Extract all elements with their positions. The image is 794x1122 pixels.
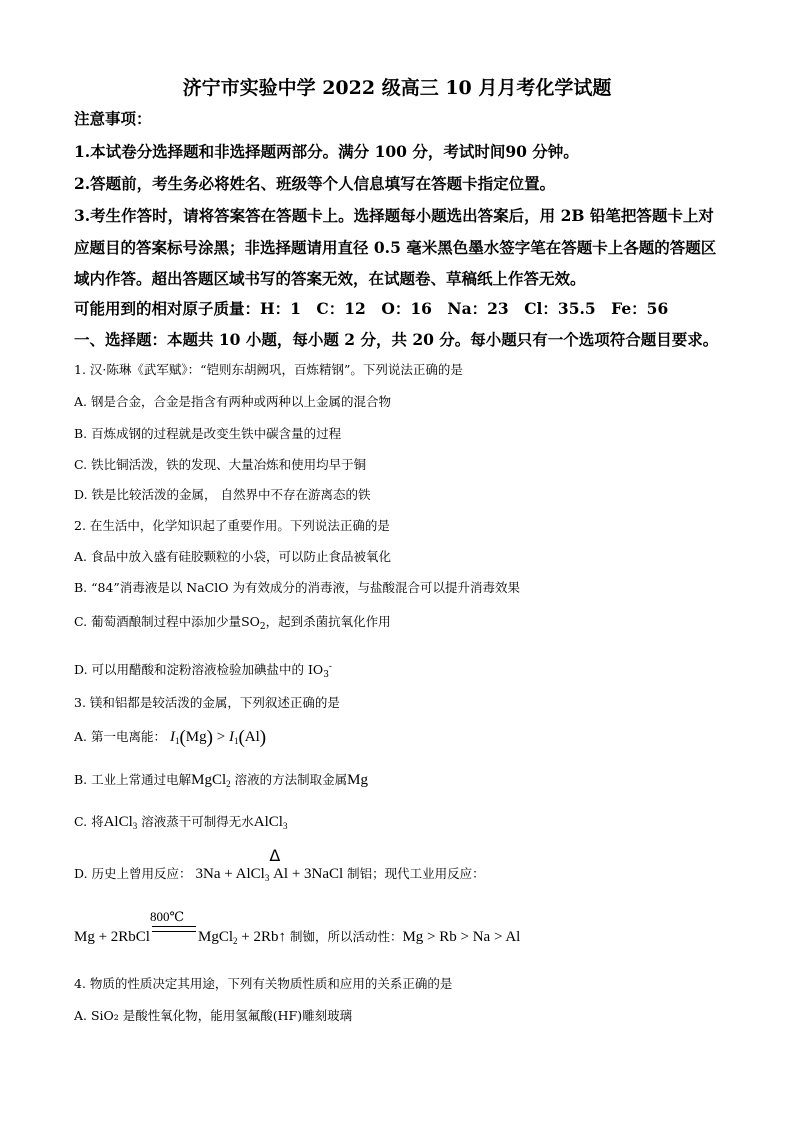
q2-stem: 2. 在生活中，化学知识起了重要作用。下列说法正确的是	[74, 518, 390, 533]
q3-option-b	[74, 770, 368, 789]
q1-option-d: D. 铁是比较活泼的金属， 自然界中不存在游离态的铁	[74, 487, 371, 502]
q4-stem: 4. 物质的性质决定其用途，下列有关物质性质和应用的关系正确的是	[74, 976, 453, 991]
q3-option-b-mg: Mg	[347, 772, 368, 788]
q2-option-d	[74, 660, 332, 680]
q3-option-b-text: B. 工业上常通过电解	[74, 772, 192, 787]
q3-option-a-formula: $I_1(Mg) > I_1(Al)$	[169, 727, 267, 748]
q3-option-d-text: D. 历史上曾用反应：	[74, 866, 192, 881]
alcl-sub-1: 3	[132, 821, 138, 831]
ionization-symbol-2: I	[228, 729, 234, 745]
q2-option-c-tail: ，起到杀菌抗氧化作用	[265, 614, 391, 629]
notice-item-2: 2.答题前，考生务必将姓名、班级等个人信息填写在答题卡指定位置。	[74, 174, 556, 193]
q3-option-c-formula-1	[104, 814, 138, 830]
q3-option-a-text: A. 第一电离能：	[74, 729, 166, 744]
heat-condition	[269, 846, 281, 883]
reaction-1	[195, 846, 344, 883]
reaction-1-right: Al + 3NaCl	[273, 866, 344, 882]
q2-option-c-text: C. 葡萄酒酿制过程中添加少量SO	[74, 614, 260, 629]
reaction-2-product: MgCl	[197, 929, 233, 945]
q1-option-b: B. 百炼成钢的过程就是改变生铁中碳含量的过程	[74, 426, 342, 441]
notice-item-3-cont-2: 域内作答。超出答题区域书写的答案无效，在试题卷、草稿纸上作答无效。	[74, 269, 586, 288]
q3-option-d-tail: 制铝；现代工业用反应：	[343, 866, 485, 881]
reaction-2-right: + 2Rb↑	[237, 929, 286, 945]
q3-option-d-line-2	[74, 909, 521, 946]
notice-item-1: 1.本试卷分选择题和非选择题两部分。满分 100 分，考试时间90 分钟。	[74, 142, 579, 161]
alcl-formula-2: AlCl	[253, 814, 283, 830]
q4-option-a: A. SiO₂ 是酸性氧化物，能用氢氟酸(HF)雕刻玻璃	[74, 1008, 353, 1023]
q3-option-b-tail: 溶液的方法制取金属	[230, 772, 348, 787]
reaction-2	[74, 909, 286, 946]
notice-item-3-cont-1: 应题目的答案标号涂黑；非选择题请用直径 0.5 毫米黑色墨水签字笔在答题卡上各题的答题区	[74, 238, 717, 257]
q3-option-d-line-2-text: 制铷，所以活动性：	[285, 929, 403, 944]
q1-stem: 1. 汉·陈琳《武军赋》：“铠则东胡阙巩，百炼精钢”。下列说法正确的是	[74, 362, 463, 377]
reaction-1-left: 3Na + AlCl	[195, 866, 265, 882]
ionization-symbol-1: I	[169, 729, 175, 745]
q2-option-d-text: D. 可以用醋酸和淀粉溶液检验加碘盐中的 IO	[74, 662, 324, 677]
q2-option-a: A. 食品中放入盛有硅胶颗粒的小袋，可以防止食品被氧化	[74, 549, 391, 564]
q2-option-b: B. “84”消毒液是以 NaClO 为有效成分的消毒液，与盐酸混合可以提升消毒效果	[74, 580, 520, 595]
q2-option-c-sub: 2	[259, 622, 266, 632]
q3-option-c-mid: 溶液蒸干可制得无水	[137, 814, 254, 829]
element-al: Al	[244, 729, 260, 745]
q1-option-c: C. 铁比铜活泼，铁的发现、大量冶炼和使用均早于铜	[74, 457, 367, 472]
reaction-1-sub: 3	[264, 873, 270, 883]
section-1-heading: 一、选择题：本题共 10 小题，每小题 2 分，共 20 分。每小题只有一个选项符合题目要求。	[74, 330, 719, 349]
q2-option-c	[74, 612, 391, 632]
q3-stem: 3. 镁和铝都是较活泼的金属，下列叙述正确的是	[74, 695, 340, 710]
reaction-2-condition	[149, 909, 198, 946]
q2-option-d-sup: -	[328, 662, 332, 672]
alcl-sub-2: 3	[282, 821, 288, 831]
q3-option-d	[74, 846, 485, 883]
element-mg: Mg	[185, 729, 207, 745]
q2-option-d-sub: 3	[323, 670, 329, 680]
alcl-formula-1: AlCl	[103, 814, 133, 830]
reaction-2-sub: 2	[233, 936, 238, 946]
mgcl-sub: 2	[226, 779, 231, 789]
delta-symbol: Δ	[269, 846, 281, 865]
q1-option-a: A. 钢是合金，合金是指含有两种或两种以上金属的混合物	[74, 394, 391, 409]
q3-option-b-formula	[191, 772, 231, 788]
mgcl-formula: MgCl	[191, 772, 227, 788]
notice-heading: 注意事项：	[74, 109, 152, 128]
q3-option-c-formula-2	[254, 814, 288, 830]
q3-option-c-text: C. 将	[74, 814, 104, 829]
atomic-masses: 可能用到的相对原子质量：H：1 C：12 O：16 Na：23 Cl：35.5 Fe：56	[74, 299, 669, 318]
temperature-label: 800℃	[149, 909, 185, 924]
notice-item-3: 3.考生作答时，请将答案答在答题卡上。选择题每小题选出答案后，用 2B 铅笔把答题卡上对	[74, 206, 714, 225]
activity-order: Mg > Rb > Na > Al	[402, 929, 521, 945]
q3-option-c	[74, 812, 287, 831]
gt-sign: >	[212, 729, 229, 745]
page-title: 济宁市实验中学 2022 级高三 10 月月考化学试题	[182, 77, 612, 99]
ionization-sub-2: 1	[233, 736, 239, 746]
reaction-2-left: Mg + 2RbCl	[74, 929, 150, 945]
q3-option-a	[74, 727, 266, 749]
ionization-sub-1: 1	[174, 736, 180, 746]
